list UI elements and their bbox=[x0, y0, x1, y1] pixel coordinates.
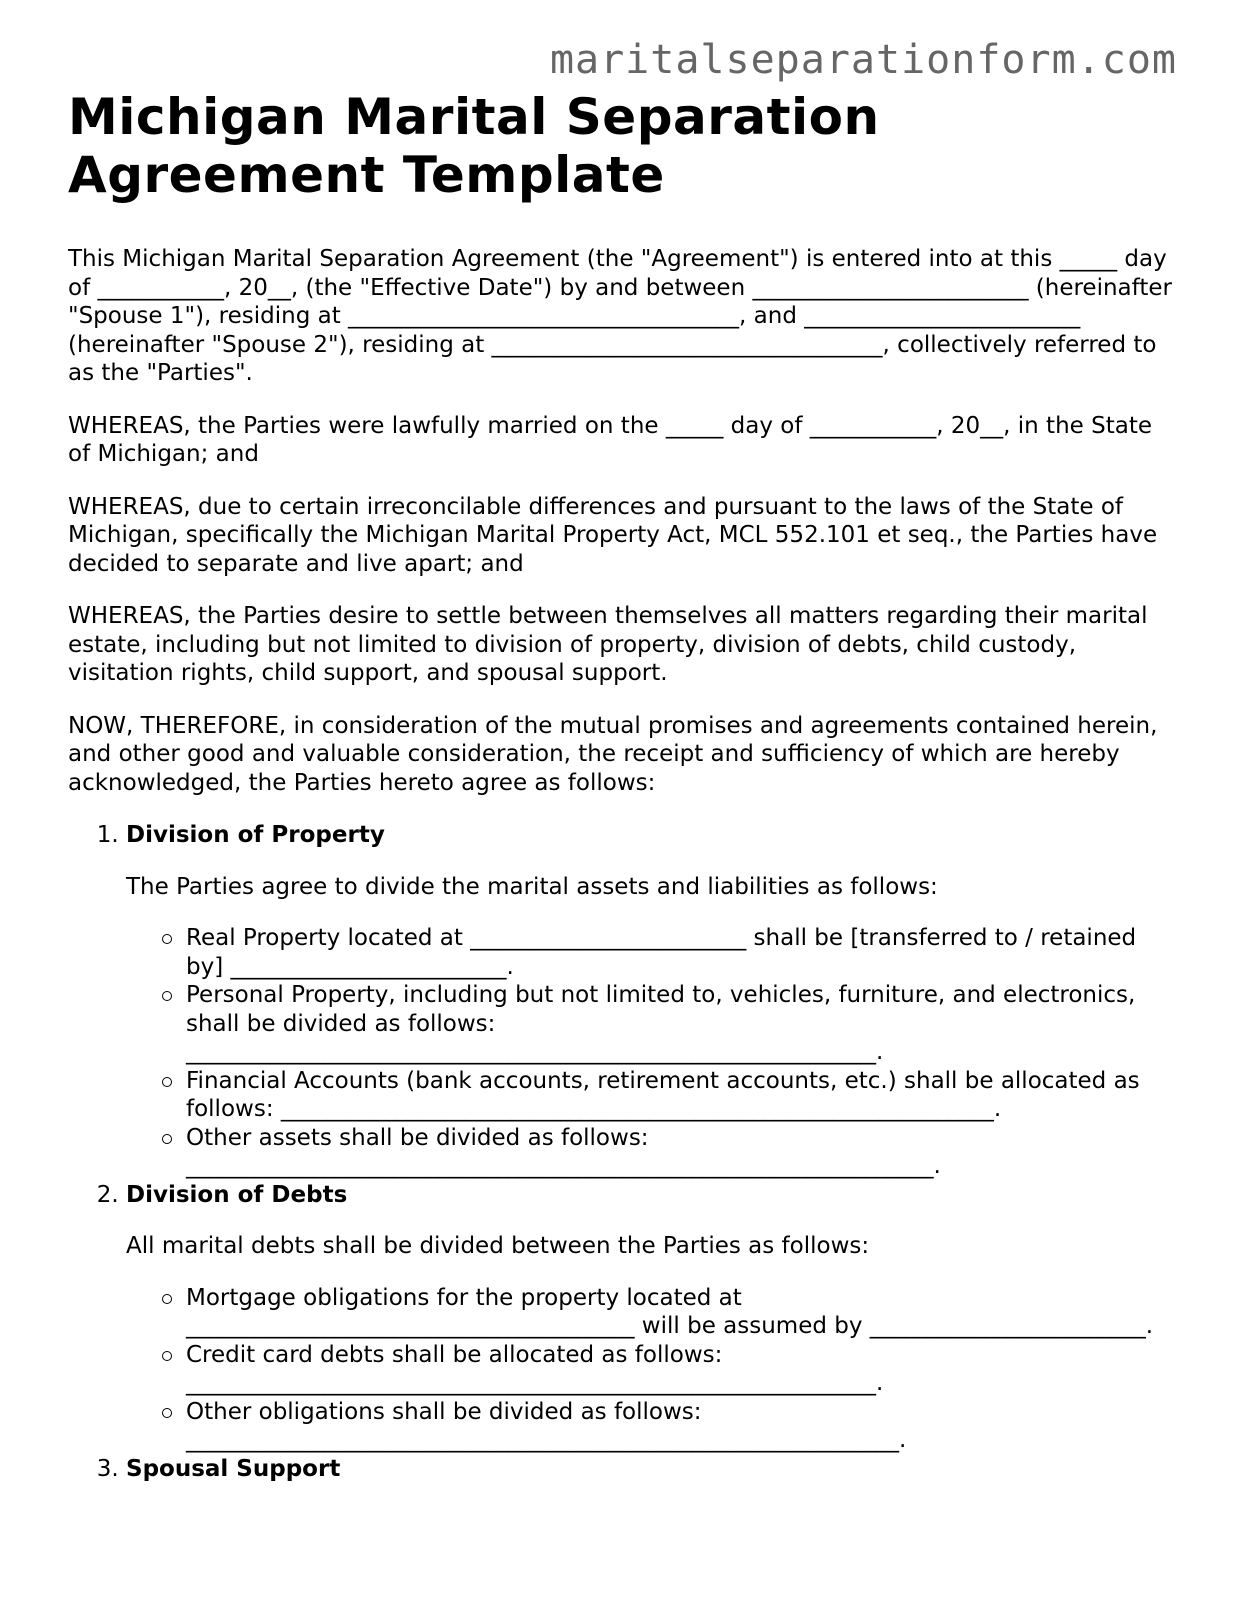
section-spousal-support bbox=[126, 1455, 1178, 1484]
list-item: Mortgage obligations for the property located at _______________________________________ will be assumed by ________________________. bbox=[186, 1284, 1178, 1341]
section-title: Spousal Support bbox=[126, 1455, 341, 1482]
whereas-settle-paragraph: WHEREAS, the Parties desire to settle between themselves all matters regarding their marital estate, including but not limited to division of property, division of debts, child custody, visitation rights, child support, and spousal support. bbox=[68, 603, 1148, 686]
list-item: Financial Accounts (bank accounts, retirement accounts, etc.) shall be allocated as follows: ______________________________________________________________. bbox=[186, 1067, 1178, 1124]
list-item: Real Property located at ________________________ shall be [transferred to / retained by] ________________________. bbox=[186, 924, 1178, 981]
now-therefore-paragraph: NOW, THEREFORE, in consideration of the mutual promises and agreements contained herein, and other good and valuable consideration, the receipt and sufficiency of which are hereby acknowledged, the Parties hereto agree as follows: bbox=[68, 712, 1158, 796]
whereas-marriage-paragraph: WHEREAS, the Parties were lawfully married on the _____ day of ___________, 20__, in the State of Michigan; and bbox=[68, 412, 1152, 467]
document-title: Michigan Marital Separation Agreement Template bbox=[68, 88, 880, 204]
section-lead: All marital debts shall be divided between the Parties as follows: bbox=[126, 1233, 870, 1259]
debts-items-list bbox=[126, 1284, 1178, 1455]
list-item: Other assets shall be divided as follows: _________________________________________________________________. bbox=[186, 1124, 1178, 1181]
property-items-list bbox=[126, 924, 1178, 1181]
whereas-differences-paragraph: WHEREAS, due to certain irreconcilable differences and pursuant to the laws of the State of Michigan, specifically the Michigan Marital Property Act, MCL 552.101 et seq., the Parties have decided to separate and live apart; and bbox=[68, 493, 1158, 577]
section-lead: The Parties agree to divide the marital assets and liabilities as follows: bbox=[126, 873, 938, 900]
document-page bbox=[68, 88, 1178, 1483]
section-title: Division of Debts bbox=[126, 1181, 348, 1208]
section-division-of-property bbox=[126, 821, 1178, 1181]
list-item: Other obligations shall be divided as follows: ______________________________________________________________. bbox=[186, 1398, 1178, 1455]
list-item: Credit card debts shall be allocated as follows: ____________________________________________________________. bbox=[186, 1341, 1178, 1398]
intro-paragraph: This Michigan Marital Separation Agreement (the "Agreement") is entered into at this _____ day of ___________, 20__, (the "Effective Date") by and between ________________________ (hereinafter "Spouse 1"), residing at __________________________________, and ________________________ (hereinafter "Spouse 2"), residing at __________________________________, collectively referred to as the "Parties". bbox=[68, 246, 1172, 386]
section-title: Division of Property bbox=[126, 822, 385, 848]
site-watermark: maritalseparationform.com bbox=[549, 37, 1177, 83]
list-item: Personal Property, including but not limited to, vehicles, furniture, and electronics, shall be divided as follows: ____________________________________________________________. bbox=[186, 981, 1178, 1067]
section-division-of-debts bbox=[126, 1181, 1178, 1455]
agreement-sections bbox=[68, 821, 1178, 1483]
